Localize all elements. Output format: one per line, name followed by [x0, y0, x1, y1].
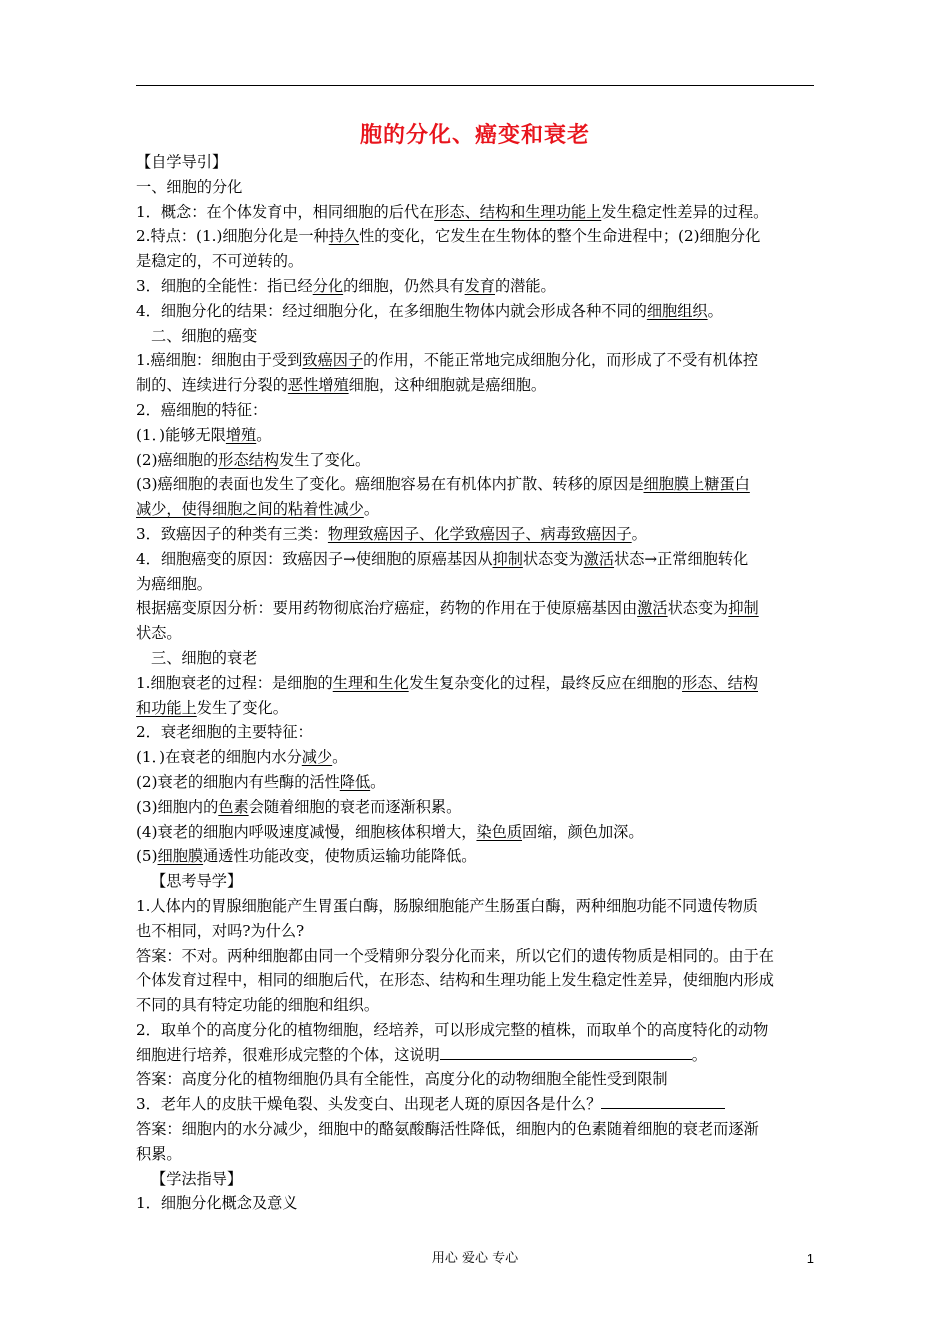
- text-line: [136, 522, 816, 547]
- text-segment: 。: [332, 748, 348, 767]
- text-segment: 答案：细胞内的水分减少，细胞中的酪氨酸酶活性降低，细胞内的色素随着细胞的衰老而逐渐: [136, 1120, 759, 1139]
- text-segment: 性的变化，它发生在生物体的整个生命进程中；(2)细胞分化: [359, 227, 761, 246]
- text-segment: 【自学导引】: [136, 153, 228, 171]
- text-line: [136, 993, 816, 1018]
- text-segment: (1．)能够无限: [136, 425, 226, 444]
- text-line: [136, 1167, 816, 1192]
- text-line: [136, 224, 816, 249]
- text-segment: 状态→正常细胞转化: [614, 549, 749, 568]
- text-segment: (5): [136, 847, 158, 866]
- text-segment: 通透性功能改变，使物质运输功能降低。: [203, 847, 477, 866]
- text-line: [136, 1142, 816, 1167]
- text-segment: 。: [631, 524, 647, 543]
- text-segment: 发生复杂变化的过程，最终反应在细胞的: [408, 673, 683, 692]
- text-segment: (3)癌细胞的表面也发生了变化。癌细胞容易在有机体内扩散、转移的原因是: [136, 475, 644, 494]
- text-line: [136, 200, 816, 225]
- text-line: [136, 1043, 816, 1068]
- text-segment: 发生了变化。: [196, 698, 288, 717]
- underlined-answer: 物理致癌因子、化学致癌因子、病毒致癌因子: [327, 524, 632, 543]
- text-line: [136, 398, 816, 423]
- underlined-answer: 生理和生化: [332, 673, 409, 692]
- footer-motto: 用心 爱心 专心: [431, 1251, 519, 1266]
- text-segment: 状态。: [136, 624, 182, 643]
- underlined-answer: 细胞组织: [646, 301, 708, 320]
- text-line: [136, 299, 816, 324]
- text-line: [136, 249, 816, 274]
- text-line: [136, 1191, 816, 1216]
- underlined-answer: 色素: [218, 797, 249, 816]
- text-line: [136, 1092, 816, 1117]
- text-segment: 1.细胞衰老的过程：是细胞的: [136, 673, 333, 692]
- underlined-answer: 减少: [301, 748, 333, 767]
- underlined-answer: 形态、结构: [682, 673, 758, 692]
- text-line: [136, 175, 816, 200]
- text-segment: 状态变为: [667, 599, 729, 618]
- text-segment: 细胞进行培养，很难形成完整的个体，这说明: [136, 1045, 440, 1064]
- text-segment: 答案：不对。两种细胞都由同一个受精卵分裂分化而来，所以它们的遗传物质是相同的。由于在: [136, 946, 774, 965]
- text-line: [136, 1117, 816, 1142]
- text-line: [136, 423, 816, 448]
- text-segment: 二、细胞的癌变: [151, 326, 258, 345]
- text-segment: 2．衰老细胞的主要特征：: [136, 723, 313, 742]
- underlined-answer: 激活: [583, 549, 615, 568]
- text-segment: 制的、连续进行分裂的: [136, 376, 288, 395]
- page-title: 胞的分化、癌变和衰老: [359, 123, 590, 148]
- text-segment: 3．细胞的全能性：指已经: [136, 276, 313, 295]
- text-line: [136, 1018, 816, 1043]
- text-line: [136, 646, 816, 671]
- text-segment: 。: [370, 772, 386, 791]
- text-segment: 2．取单个的高度分化的植物细胞，经培养，可以形成完整的植株，而取单个的高度特化的动物: [136, 1020, 769, 1039]
- text-segment: (2)癌细胞的: [136, 450, 219, 469]
- answer-blank: [601, 1094, 725, 1109]
- text-segment: 。: [256, 425, 272, 444]
- text-line: [136, 348, 816, 373]
- underlined-answer: 增殖: [225, 425, 257, 444]
- underlined-answer: 分化: [312, 276, 344, 295]
- text-line: [136, 844, 816, 869]
- text-line: [136, 373, 816, 398]
- text-line: [136, 820, 816, 845]
- text-segment: 。: [691, 1045, 707, 1064]
- text-segment: 状态变为: [522, 549, 584, 568]
- text-segment: 1.癌细胞：细胞由于受到: [136, 351, 303, 370]
- text-segment: 个体发育过程中，相同的细胞后代，在形态、结构和生理功能上发生稳定性差异，使细胞内形成: [136, 971, 774, 990]
- text-line: [136, 621, 816, 646]
- underlined-answer: 和功能上: [136, 698, 197, 717]
- text-line: [136, 497, 816, 522]
- text-line: [136, 944, 816, 969]
- text-line: [136, 274, 816, 299]
- underlined-answer: 发育: [464, 276, 495, 295]
- text-line: [136, 448, 816, 473]
- text-segment: 。: [363, 500, 379, 519]
- text-line: [136, 572, 816, 597]
- underlined-answer: 致癌因子: [302, 351, 364, 370]
- underlined-answer: 形态、结构和生理功能上: [434, 202, 602, 221]
- text-segment: 【思考导学】: [151, 872, 243, 891]
- text-line: [136, 795, 816, 820]
- underlined-answer: 恶性增殖: [287, 376, 349, 395]
- text-segment: 2．癌细胞的特征：: [136, 400, 268, 419]
- text-segment: 发生了变化。: [279, 450, 371, 469]
- underlined-answer: 降低: [339, 772, 371, 791]
- text-segment: 的潜能。: [494, 276, 556, 295]
- text-segment: 为癌细胞。: [136, 574, 212, 593]
- text-segment: 1．细胞分化概念及意义: [136, 1194, 298, 1213]
- text-segment: 也不相同，对吗?为什么?: [136, 921, 305, 940]
- text-line: [136, 869, 816, 894]
- underlined-answer: 激活: [637, 599, 668, 618]
- header-rule: [136, 85, 814, 86]
- text-segment: 固缩，颜色加深。: [522, 822, 644, 841]
- text-line: [136, 894, 816, 919]
- page-number: 1: [806, 1251, 814, 1266]
- text-line: [136, 150, 816, 175]
- text-line: [136, 745, 816, 770]
- text-segment: 三、细胞的衰老: [151, 648, 258, 667]
- text-segment: (4)衰老的细胞内呼吸速度减慢，细胞核体积增大，: [136, 822, 477, 841]
- text-line: [136, 1067, 816, 1092]
- text-segment: 积累。: [136, 1144, 182, 1163]
- text-segment: 是稳定的，不可逆转的。: [136, 252, 304, 271]
- text-line: [136, 472, 816, 497]
- text-segment: 4．细胞分化的结果：经过细胞分化，在多细胞生物体内就会形成各种不同的: [136, 301, 647, 320]
- text-segment: 不同的具有特定功能的细胞和组织。: [136, 996, 379, 1015]
- text-line: [136, 596, 816, 621]
- text-segment: 。: [707, 301, 723, 320]
- text-segment: 细胞，这种细胞就是癌细胞。: [348, 376, 547, 395]
- answer-blank: [440, 1045, 692, 1060]
- document-body: [136, 150, 816, 1216]
- text-segment: 【学法指导】: [151, 1169, 243, 1188]
- page-footer: [0, 1249, 950, 1269]
- text-line: [136, 968, 816, 993]
- text-segment: 1．概念：在个体发育中，相同细胞的后代在: [136, 202, 435, 221]
- underlined-answer: 细胞膜: [157, 847, 204, 866]
- text-segment: 3．致癌因子的种类有三类：: [136, 524, 328, 543]
- underlined-answer: 持久: [328, 227, 360, 246]
- text-segment: (3)细胞内的: [136, 797, 219, 816]
- text-segment: 3．老年人的皮肤干燥龟裂、头发变白、出现老人斑的原因各是什么？: [136, 1095, 602, 1114]
- underlined-answer: 形态结构: [218, 450, 280, 469]
- text-line: [136, 324, 816, 349]
- text-segment: 一、细胞的分化: [136, 177, 243, 196]
- underlined-answer: 减少，使得细胞之间的粘着性减少: [136, 500, 364, 519]
- text-line: [136, 671, 816, 696]
- text-line: [136, 547, 816, 572]
- text-segment: 根据癌变原因分析：要用药物彻底治疗癌症，药物的作用在于使原癌基因由: [136, 599, 638, 618]
- text-segment: 的作用，不能正常地完成细胞分化，而形成了不受有机体控: [363, 351, 758, 370]
- text-line: [136, 696, 816, 721]
- text-segment: 答案：高度分化的植物细胞仍具有全能性，高度分化的动物细胞全能性受到限制: [136, 1070, 668, 1089]
- text-segment: 会随着细胞的衰老而逐渐积累。: [248, 797, 462, 816]
- text-line: [136, 770, 816, 795]
- text-segment: 4．细胞癌变的原因：致癌因子→使细胞的原癌基因从: [136, 549, 493, 568]
- text-segment: 1.人体内的胃腺细胞能产生胃蛋白酶，肠腺细胞能产生肠蛋白酶，两种细胞功能不同遗传物质: [136, 896, 758, 915]
- text-line: [136, 919, 816, 944]
- text-line: [136, 720, 816, 745]
- text-segment: 2.特点：(1.)细胞分化是一种: [136, 227, 329, 246]
- text-segment: 的细胞，仍然具有: [343, 276, 465, 295]
- underlined-answer: 抑制: [492, 549, 523, 568]
- text-segment: (2)衰老的细胞内有些酶的活性: [136, 772, 340, 791]
- text-segment: (1．)在衰老的细胞内水分: [136, 748, 302, 767]
- underlined-answer: 抑制: [728, 599, 759, 618]
- underlined-answer: 细胞膜上糖蛋白: [643, 475, 750, 494]
- text-segment: 发生稳定性差异的过程。: [601, 202, 769, 221]
- underlined-answer: 染色质: [476, 822, 523, 841]
